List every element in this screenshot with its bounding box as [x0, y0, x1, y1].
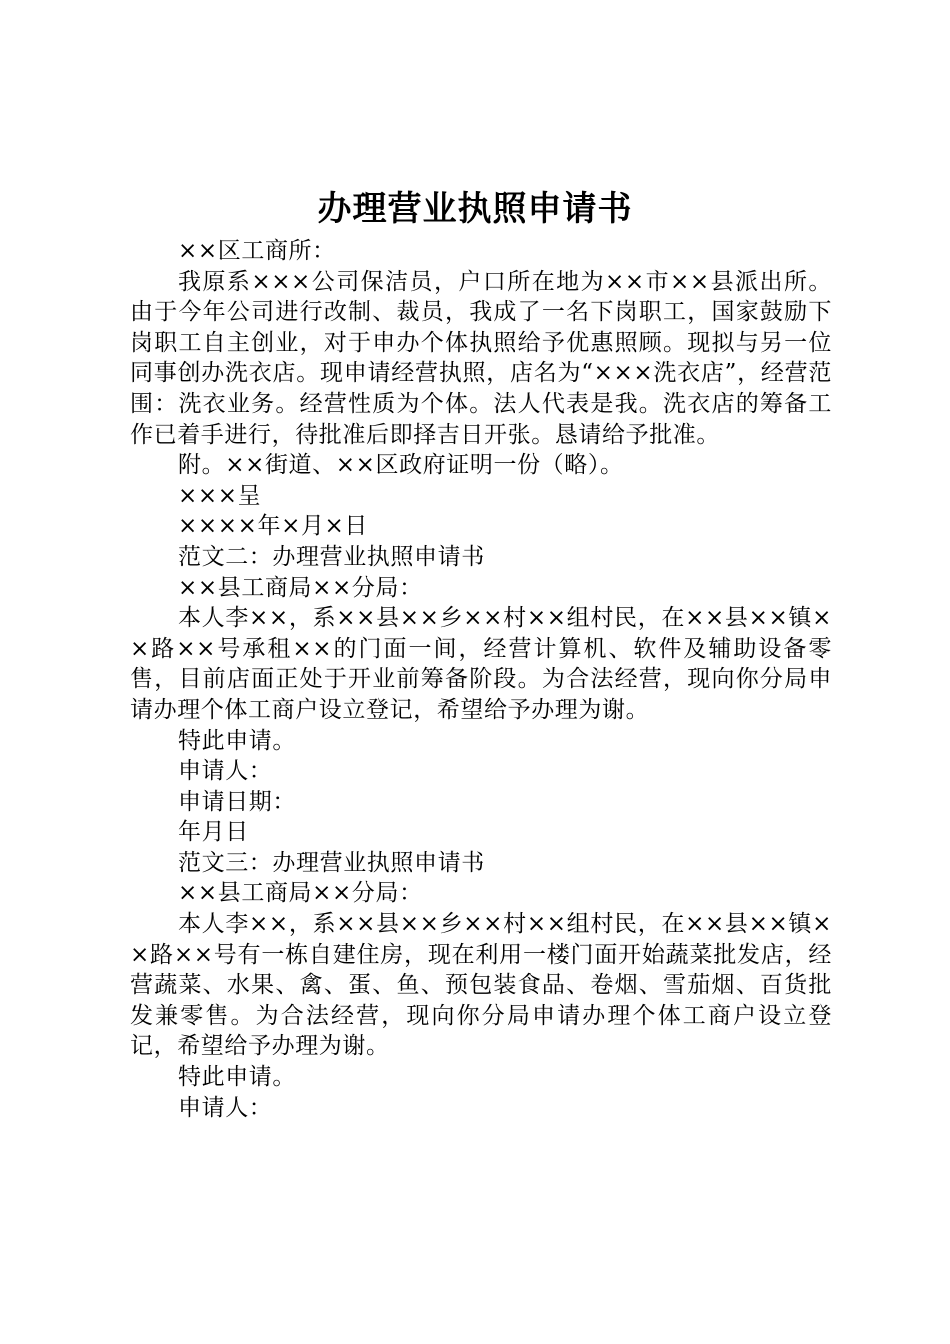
date-line: 年月日 [178, 819, 249, 846]
application-date-line: 申请日期： [178, 788, 296, 815]
applicant-line: 申请人： [178, 758, 273, 785]
section-heading: 范文二：办理营业执照申请书 [178, 543, 485, 570]
applicant-line: 申请人： [178, 1094, 273, 1121]
closing-line: 特此申请。 [178, 727, 296, 754]
salutation: ××区工商所： [178, 238, 336, 264]
document-title: 办理营业执照申请书 [317, 189, 633, 229]
date-line: ××××年×月×日 [178, 513, 369, 540]
body-paragraph: 我原系×××公司保洁员，户口所在地为××市××县派出所。由于今年公司进行改制、裁员，我成了一名下岗职工，国家鼓励下岗职工自主创业，对于申办个体执照给予优惠照顾。现拟与另一位同事创办洗衣店。现申请经营执照，店名为“×××洗衣店”，经营范围：洗衣业务。经营性质为个体。法人代表是我。洗衣店的筹备工作已着手进行，待批准后即择吉日开张。恳请给予批准。 [130, 268, 832, 448]
closing-line: 特此申请。 [178, 1064, 296, 1091]
attachment-note: 附。××街道、××区政府证明一份（略）。 [178, 452, 624, 479]
salutation: ××县工商局××分局： [178, 880, 423, 907]
signature: ×××呈 [178, 482, 262, 509]
section-heading: 范文三：办理营业执照申请书 [178, 849, 485, 876]
body-paragraph: 本人李××，系××县××乡××村××组村民，在××县××镇××路××号承租××的门面一间，经营计算机、软件及辅助设备零售，目前店面正处于开业前筹备阶段。为合法经营，现向你分局申请办理个体工商户设立登记，希望给予办理为谢。 [130, 605, 832, 723]
document-body [130, 236, 832, 1123]
body-paragraph: 本人李××，系××县××乡××村××组村民，在××县××镇××路××号有一栋自建住房，现在利用一楼门面开始蔬菜批发店，经营蔬菜、水果、禽、蛋、鱼、预包装食品、卷烟、雪茄烟、百货批发兼零售。为合法经营，现向你分局申请办理个体工商户设立登记，希望给予办理为谢。 [130, 911, 832, 1060]
salutation: ××县工商局××分局： [178, 574, 423, 601]
